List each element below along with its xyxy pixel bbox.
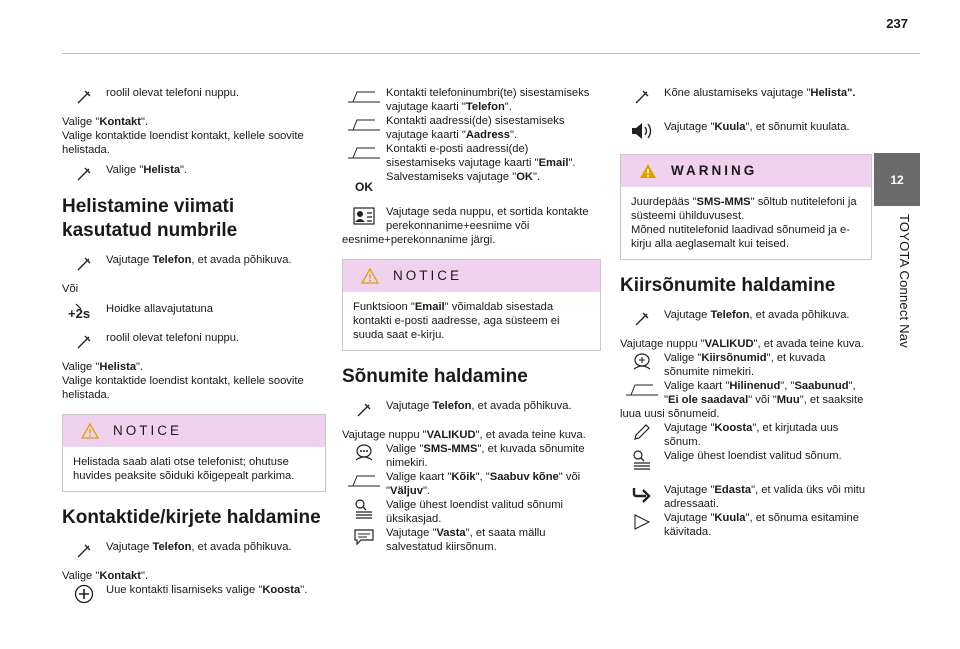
sort-contacts-icon [342, 205, 386, 227]
column-3 [620, 86, 872, 546]
column-1 [62, 86, 326, 612]
instruction-row [342, 114, 601, 142]
instruction-row [62, 583, 326, 605]
instruction-text: Kontakti telefoninumbri(te) sisestamiseks vajutage kaarti "Telefon". [386, 87, 590, 113]
instruction-row [620, 86, 872, 108]
instruction-row [62, 302, 326, 324]
warning-header [621, 155, 871, 187]
reply-icon [342, 526, 386, 548]
instruction-row [342, 170, 601, 198]
instruction-text: Valige ühest loendist valitud sõnum. [664, 450, 842, 462]
warning-triangle-icon [639, 163, 657, 179]
warning-triangle-icon [81, 423, 99, 439]
instruction-row [62, 163, 326, 185]
instruction-row [620, 511, 872, 539]
warning-triangle-icon [361, 268, 379, 284]
instruction-text: Vajutage Telefon, et avada põhikuva. [386, 400, 572, 412]
instruction-row [620, 351, 872, 379]
tap-icon [62, 540, 106, 562]
notice-title: NOTICE [393, 268, 463, 283]
forward-icon [620, 483, 664, 505]
instruction-row [62, 86, 326, 108]
hold-2s-icon [62, 302, 106, 324]
paragraph: Vajutage nuppu "VALIKUD", et avada teine kuva. [342, 429, 586, 441]
chapter-tab[interactable] [874, 153, 920, 206]
notice-header [343, 260, 600, 292]
instruction-row [62, 540, 326, 562]
warning-title: WARNING [671, 163, 758, 178]
instruction-text: roolil olevat telefoni nuppu. [106, 332, 240, 344]
chapter-title: TOYOTA Connect Nav [897, 214, 912, 348]
instruction-text: Kõne alustamiseks vajutage "Helista". [664, 87, 856, 99]
pencil-icon [620, 421, 664, 443]
section-heading: Sõnumite haldamine [342, 366, 528, 387]
tap-icon [620, 86, 664, 108]
sms-icon [342, 442, 386, 464]
top-divider [62, 53, 920, 54]
notice-body: Helistada saab alati otse telefonist; ohutuse huvides peaksite sõiduki kõigepealt parkima. [73, 456, 295, 482]
instruction-text: Vajutage Telefon, et avada põhikuva. [106, 254, 292, 266]
tab-card-icon [342, 86, 386, 108]
paragraph: Vajutage nuppu "VALIKUD", et avada teine kuva. [620, 338, 864, 350]
instruction-row [620, 483, 872, 511]
instruction-row [342, 498, 601, 526]
tab-card-icon [342, 142, 386, 164]
instruction-row [620, 308, 872, 330]
notice-body: Funktsioon "Email" võimaldab sisestada kontakti e-posti aadresse, aga süsteem ei suuda saat e-kirju. [353, 301, 560, 341]
chapter-number: 12 [890, 172, 904, 187]
tap-icon [342, 399, 386, 421]
instruction-row [62, 253, 326, 275]
instruction-text: Kontakti aadressi(de) sisestamiseks vajutage kaarti "Aadress". [386, 115, 565, 141]
instruction-text: Kontakti e-posti aadressi(de) sisestamiseks vajutage kaarti "Email". [386, 143, 576, 169]
instruction-text: roolil olevat telefoni nuppu. [106, 87, 240, 99]
instruction-row [62, 331, 326, 353]
paragraph: Valige "Kontakt". Valige kontaktide loendist kontakt, kellele soovite helistada. [62, 116, 304, 156]
section-heading: Kontaktide/kirjete haldamine [62, 507, 321, 528]
section-heading: Helistamine viimati kasutatud numbrile [62, 196, 238, 241]
instruction-row [342, 526, 601, 554]
instruction-row [620, 449, 872, 471]
tab-card-icon [620, 379, 664, 401]
instruction-text: Valige "Helista". [106, 164, 188, 176]
instruction-text: Valige "SMS-MMS", et kuvada sõnumite nimekiri. [386, 443, 585, 469]
instruction-text: Vajutage "Edasta", et valida üks või mitu adressaati. [664, 484, 866, 510]
instruction-row [620, 379, 872, 421]
instruction-text: Vajutage Telefon, et avada põhikuva. [664, 309, 850, 321]
paragraph: Valige "Kontakt". [62, 570, 149, 582]
instruction-text: Vajutage "Kuula", et sõnumit kuulata. [664, 121, 850, 133]
play-icon [620, 511, 664, 533]
instruction-row [620, 421, 872, 449]
quick-message-icon [620, 351, 664, 373]
instruction-text: Valige ühest loendist valitud sõnumi üksikasjad. [386, 499, 564, 525]
tab-card-icon [342, 114, 386, 136]
instruction-row [620, 120, 872, 142]
instruction-text: Valige "Kiirsõnumid", et kuvada sõnumite nimekiri. [664, 352, 826, 378]
notice-title: NOTICE [113, 423, 183, 438]
instruction-row [342, 470, 601, 498]
or-text: Või [62, 283, 79, 295]
tap-icon [62, 86, 106, 108]
paragraph: Valige "Helista". Valige kontaktide loendist kontakt, kellele soovite helistada. [62, 361, 304, 401]
column-2 [342, 86, 601, 561]
tap-icon [62, 253, 106, 275]
tab-card-icon [342, 470, 386, 492]
message-list-icon [342, 498, 386, 520]
add-circle-icon [62, 583, 106, 605]
page-number: 237 [886, 16, 908, 31]
instruction-text: Valige kaart "Kõik", "Saabuv kõne" või "Väljuv". [386, 471, 581, 497]
instruction-text: Vajutage "Vasta", et saata mällu salvestatud kiirsõnum. [386, 527, 546, 553]
instruction-text: Vajutage Telefon, et avada põhikuva. [106, 541, 292, 553]
message-list-icon [620, 449, 664, 471]
ok-icon: OK [355, 180, 373, 194]
tap-icon [62, 331, 106, 353]
section-heading: Kiirsõnumite haldamine [620, 275, 836, 296]
instruction-row [342, 442, 601, 470]
instruction-row [342, 142, 601, 170]
instruction-row [342, 86, 601, 114]
tap-icon [620, 308, 664, 330]
instruction-text: Vajutage seda nuppu, et sortida kontakte perekonnanime+eesnime või eesnime+perekonnanime järgi. [342, 206, 589, 246]
notice-header [63, 415, 325, 447]
warning-box [620, 154, 872, 260]
tap-icon [62, 163, 106, 185]
speaker-icon [620, 120, 664, 142]
instruction-text: Valige kaart "Hilinenud", "Saabunud", "Ei ole saadaval" või "Muu", et saaksite luua uusi sõnumeid. [620, 380, 864, 420]
warning-body: Juurdepääs "SMS-MMS" sõltub nutitelefoni ja süsteemi ühilduvusest. Mõned nutitelefonid laadivad sõnumeid ja e-kirju alla aeglasemalt kui teised. [631, 196, 857, 250]
svg-text:+2s: +2s [68, 306, 91, 321]
instruction-text: Hoidke allavajutatuna [106, 303, 213, 315]
instruction-text: Vajutage "Kuula", et sõnuma esitamine käivitada. [664, 512, 859, 538]
instruction-text: Uue kontakti lisamiseks valige "Koosta". [106, 584, 308, 596]
notice-box [62, 414, 326, 492]
instruction-text: Vajutage "Koosta", et kirjutada uus sõnum. [664, 422, 839, 448]
notice-box [342, 259, 601, 351]
instruction-text: Salvestamiseks vajutage "OK". [386, 171, 541, 183]
instruction-row [342, 205, 601, 247]
instruction-row [342, 399, 601, 421]
